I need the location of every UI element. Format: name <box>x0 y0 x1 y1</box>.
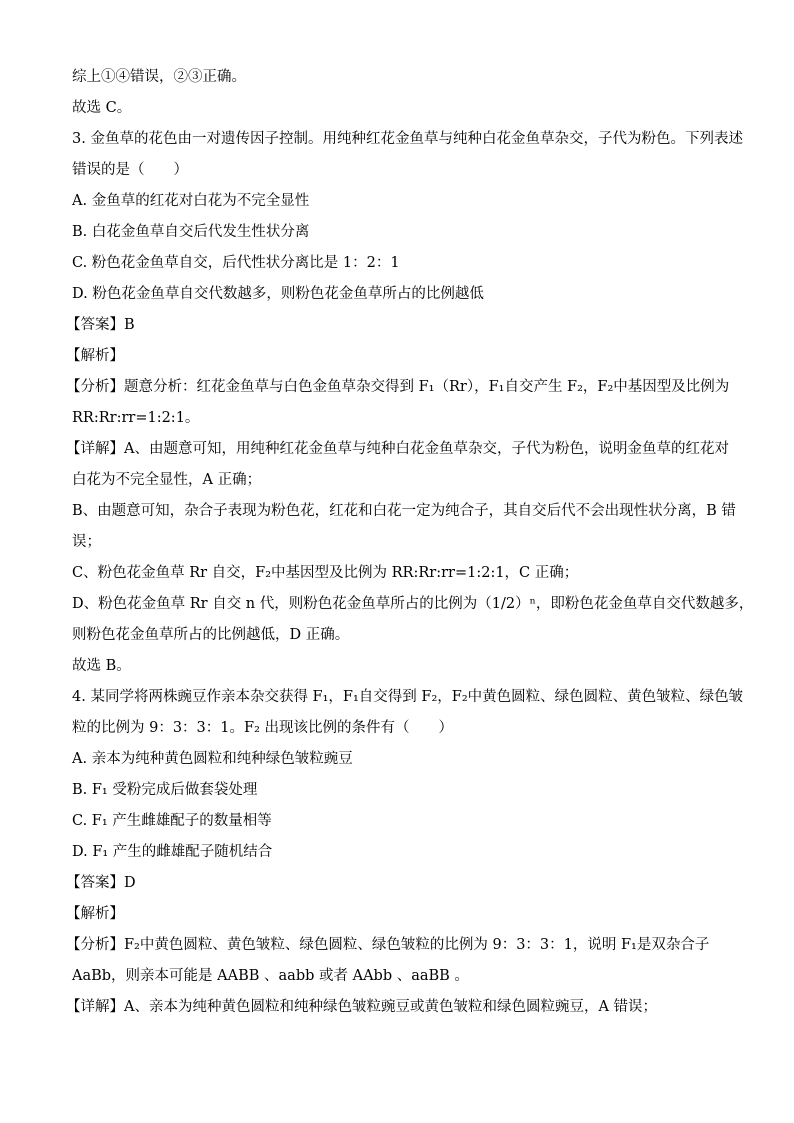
question-3-stem-cont: 错误的是（ ） <box>72 162 188 178</box>
detail-text: 则粉色花金鱼草所占的比例越低，D 正确。 <box>72 627 350 643</box>
question-4-stem-cont: 粒的比例为 9：3：3：1。F₂ 出现该比例的条件有（ ） <box>72 720 453 736</box>
detail-text: C、粉色花金鱼草 Rr 自交，F₂中基因型及比例为 RR:Rr:rr=1:2:1，C 正确； <box>72 565 579 581</box>
analysis-text: 【分析】题意分析：红花金鱼草与白色金鱼草杂交得到 F₁（Rr），F₁自交产生 F₂，F₂中基因型及比例为 <box>66 379 730 395</box>
detail-text: B、由题意可知，杂合子表现为粉色花，红花和白花一定为纯合子，其自交后代不会出现性状分离，B 错 <box>72 503 736 519</box>
answer-label: 【答案】B <box>66 317 135 333</box>
analysis-text: RR:Rr:rr=1:2:1。 <box>72 410 200 426</box>
option-b: B. F₁ 受粉完成后做套袋处理 <box>72 782 258 798</box>
detail-text: D、粉色花金鱼草 Rr 自交 n 代，则粉色花金鱼草所占的比例为（1/2）ⁿ，即粉色花金鱼草自交代数越多， <box>72 596 754 612</box>
question-4-stem: 4. 某同学将两株豌豆作亲本杂交获得 F₁，F₁自交得到 F₂，F₂中黄色圆粒、绿色圆粒、黄色皱粒、绿色皱 <box>72 689 744 705</box>
detail-text: 白花为不完全显性，A 正确； <box>72 472 262 488</box>
option-c: C. 粉色花金鱼草自交，后代性状分离比是 1：2：1 <box>72 255 400 271</box>
analysis-text: 【分析】F₂中黄色圆粒、黄色皱粒、绿色圆粒、绿色皱粒的比例为 9：3：3：1，说明 F₁是双杂合子 <box>66 937 710 953</box>
analysis-text: AaBb，则亲本可能是 AABB 、aabb 或者 AAbb 、aaBB 。 <box>72 968 469 984</box>
option-b: B. 白花金鱼草自交后代发生性状分离 <box>72 224 310 240</box>
analysis-label: 【解析】 <box>66 348 124 364</box>
option-a: A. 金鱼草的红花对白花为不完全显性 <box>72 193 310 209</box>
question-3-stem: 3. 金鱼草的花色由一对遗传因子控制。用纯种红花金鱼草与纯种白花金鱼草杂交，子代为粉色。下列表述 <box>72 131 743 147</box>
detail-text: 【详解】A、亲本为纯种黄色圆粒和纯种绿色皱粒豌豆或黄色皱粒和绿色圆粒豌豆，A 错误； <box>66 999 658 1015</box>
detail-text: 误； <box>72 534 101 550</box>
detail-text: 【详解】A、由题意可知，用纯种红花金鱼草与纯种白花金鱼草杂交，子代为粉色，说明金鱼草的红花对 <box>66 441 729 457</box>
text-line: 故选 B。 <box>72 658 131 674</box>
option-a: A. 亲本为纯种黄色圆粒和纯种绿色皱粒豌豆 <box>72 751 353 767</box>
option-d: D. F₁ 产生的雌雄配子随机结合 <box>72 844 273 860</box>
option-d: D. 粉色花金鱼草自交代数越多，则粉色花金鱼草所占的比例越低 <box>72 286 484 302</box>
analysis-label: 【解析】 <box>66 906 124 922</box>
text-line: 综上①④错误，②③正确。 <box>72 69 246 85</box>
answer-label: 【答案】D <box>66 875 136 891</box>
text-line: 故选 C。 <box>72 100 132 116</box>
option-c: C. F₁ 产生雌雄配子的数量相等 <box>72 813 272 829</box>
